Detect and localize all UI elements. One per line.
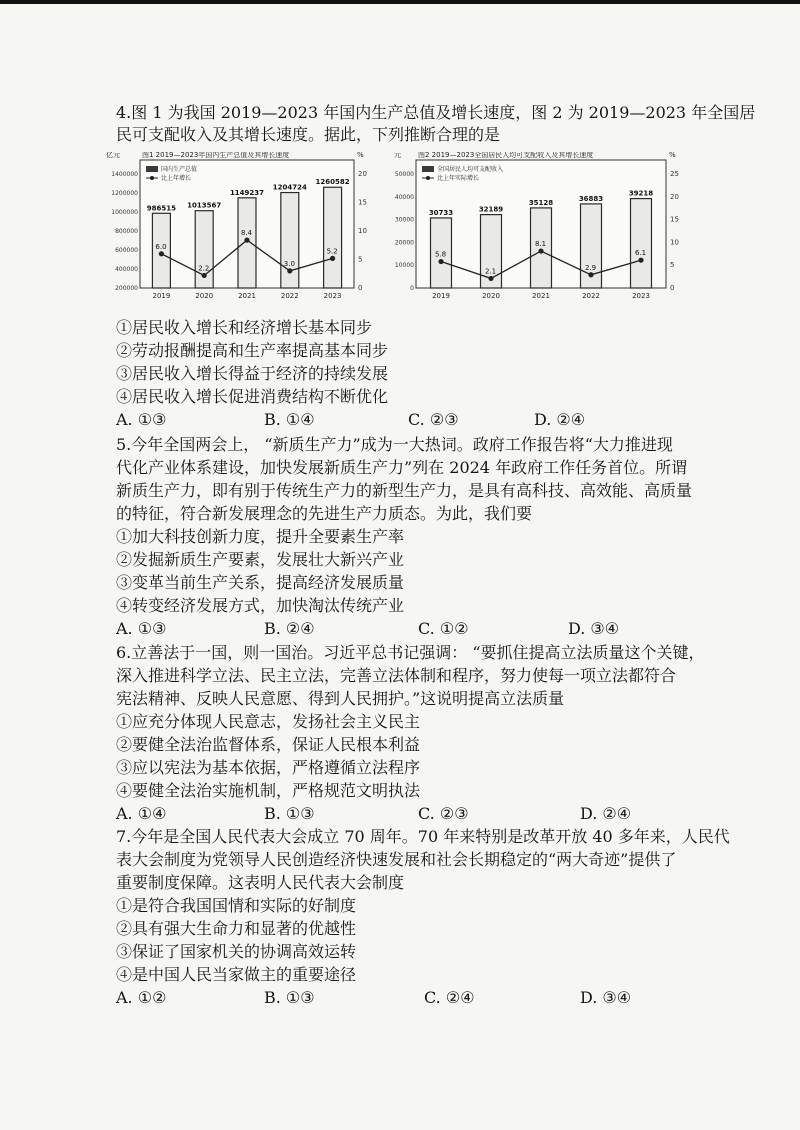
chart-1-right-tick-label: 15 [358, 198, 367, 207]
chart-1-right-tick-label: 5 [358, 255, 363, 264]
chart-1-right-unit: % [357, 152, 364, 159]
chart-1-growth-value-label: 2.2 [198, 264, 210, 273]
chart-2-x-tick-label: 2020 [482, 292, 500, 300]
q4-choice-b[interactable]: B. ①④ [264, 410, 315, 429]
chart-1-growth-value-label: 5.2 [326, 247, 338, 256]
chart-2-left-tick-label: 30000 [394, 216, 414, 224]
q5-choice-b[interactable]: B. ②④ [264, 619, 315, 638]
chart-1-left-tick-label: 800000 [115, 228, 138, 235]
q7-stem-line-3: 重要制度保障。这表明人民代表大会制度 [116, 873, 405, 892]
chart-2-growth-point [438, 259, 443, 264]
chart-2-right-tick-label: 15 [670, 215, 679, 224]
chart-1-left-tick-label: 1000000 [111, 209, 138, 216]
chart-2-right-unit: % [669, 152, 676, 159]
chart-1-bar-value-label: 1013567 [187, 201, 222, 210]
chart-1 [104, 152, 372, 302]
chart-2-left-tick-label: 40000 [394, 193, 414, 201]
chart-1-growth-value-label: 8.4 [241, 229, 253, 238]
q5-choice-a[interactable]: A. ①③ [116, 619, 167, 638]
chart-1-right-tick-label: 0 [358, 284, 363, 292]
chart-2-growth-value-label: 5.8 [435, 250, 447, 259]
q6-stem-line-2: 深入推进科学立法、民主立法，完善立法体制和程序，努力使每一项立法都符合 [116, 666, 677, 685]
q4-option-3: ③居民收入增长得益于经济的持续发展 [116, 364, 389, 383]
q6-choice-b[interactable]: B. ①③ [264, 804, 315, 823]
chart-2-bar-value-label: 39218 [628, 189, 654, 198]
chart-2-svg [392, 152, 684, 302]
chart-2-bar-value-label: 35128 [528, 198, 554, 207]
chart-1-left-tick-label: 600000 [115, 247, 138, 254]
chart-2-right-tick-label: 20 [670, 192, 679, 201]
q4-choices [116, 410, 716, 430]
chart-2-left-tick-label: 50000 [394, 171, 414, 178]
chart-2-legend-line-marker [426, 176, 430, 180]
q7-stem-line-2: 表大会制度为党领导人民创造经济快速发展和社会长期稳定的“两大奇迹”提供了 [116, 850, 677, 869]
chart-1-bar-value-label: 1204724 [272, 183, 307, 192]
q6-stem-line-1: 6.立善法于一国，则一国治。习近平总书记强调： “要抓住提高立法质量这个关键， [116, 643, 705, 662]
q5-choices [116, 619, 716, 639]
q5-stem-line-4: 的特征，符合新发展理念的先进生产力质态。为此，我们要 [116, 504, 533, 523]
chart-2-x-tick-label: 2022 [582, 292, 600, 300]
chart-2-x-tick-label: 2021 [532, 292, 550, 300]
q4-choice-c[interactable]: C. ②③ [408, 410, 459, 429]
q7-choice-d[interactable]: D. ③④ [580, 988, 632, 1007]
chart-1-x-tick-label: 2020 [195, 292, 214, 300]
chart-1-right-tick-label: 10 [358, 227, 367, 235]
q4-choice-d[interactable]: D. ②④ [534, 410, 586, 429]
chart-1-bar [324, 187, 342, 288]
chart-1-bar [281, 193, 299, 288]
q4-stem-line-1: 4.图 1 为我国 2019—2023 年国内生产总值及增长速度，图 2 为 2019—2023 年全国居 [116, 103, 756, 122]
chart-2-growth-value-label: 6.1 [635, 249, 647, 258]
q7-option-3: ③保证了国家机关的协调高效运转 [116, 942, 357, 961]
chart-1-x-tick-label: 2021 [238, 292, 256, 300]
q7-option-1: ①是符合我国国情和实际的好制度 [116, 896, 357, 915]
chart-2-legend-bar-swatch [422, 166, 434, 172]
chart-1-growth-point [159, 251, 164, 256]
q6-choice-c[interactable]: C. ②③ [418, 804, 469, 823]
chart-2-x-tick-label: 2019 [432, 292, 450, 300]
q6-option-3: ③应以宪法为基本依据，严格遵循立法程序 [116, 758, 421, 777]
chart-2 [392, 152, 684, 302]
chart-1-left-tick-label: 1400000 [111, 171, 138, 178]
chart-2-growth-point [638, 258, 643, 263]
chart-1-x-tick-label: 2019 [152, 292, 171, 300]
q5-option-1: ①加大科技创新力度，提升全要素生产率 [116, 527, 405, 546]
q5-stem-line-2: 代化产业体系建设，加快发展新质生产力”列在 2024 年政府工作任务首位。所谓 [116, 458, 688, 477]
chart-2-x-tick-label: 2023 [632, 292, 650, 300]
q6-choice-a[interactable]: A. ①④ [116, 804, 167, 823]
q5-choice-d[interactable]: D. ③④ [568, 619, 620, 638]
q5-option-2: ②发掘新质生产要素，发展壮大新兴产业 [116, 550, 405, 569]
chart-1-legend-bar-swatch [146, 166, 158, 172]
chart-1-legend-line-label: 比上年增长 [161, 175, 192, 182]
chart-2-legend-bar-label: 全国居民人均可支配收入 [437, 166, 504, 173]
chart-1-bar-value-label: 1149237 [229, 188, 265, 197]
chart-1-legend-bar-label: 国内生产总值 [161, 166, 198, 173]
chart-2-left-tick-label: 10000 [394, 262, 414, 270]
chart-1-growth-value-label: 3.0 [283, 259, 295, 268]
q5-stem-line-1: 5.今年全国两会上， “新质生产力”成为一大热词。政府工作报告将“大力推进现 [116, 435, 673, 454]
q6-stem-line-3: 宪法精神、反映人民意愿、得到人民拥护。”这说明提高立法质量 [116, 689, 565, 708]
chart-1-left-unit: 亿元 [106, 152, 120, 159]
q5-choice-c[interactable]: C. ①② [418, 619, 469, 638]
q6-choice-d[interactable]: D. ②④ [580, 804, 632, 823]
q4-option-1: ①居民收入增长和经济增长基本同步 [116, 318, 373, 337]
chart-1-left-tick-label: 400000 [115, 266, 138, 273]
chart-2-left-tick-label: 20000 [394, 239, 414, 247]
chart-1-svg [104, 152, 372, 302]
chart-2-left-unit: 元 [394, 152, 401, 159]
chart-2-right-tick-label: 10 [670, 238, 679, 247]
q7-choice-c[interactable]: C. ②④ [424, 988, 475, 1007]
chart-1-growth-point [244, 238, 249, 243]
chart-1-title: 图1 2019—2023年国内生产总值及其增长速度 [142, 152, 290, 159]
chart-1-growth-point [330, 256, 335, 261]
chart-2-right-tick-label: 25 [670, 170, 679, 178]
chart-1-bar-value-label: 986515 [146, 204, 177, 213]
chart-2-bar-value-label: 36883 [578, 194, 604, 203]
q4-option-4: ④居民收入增长促进消费结构不断优化 [116, 387, 389, 406]
chart-2-left-tick-label: 0 [410, 285, 414, 292]
q6-option-2: ②要健全法治监督体系，保证人民根本利益 [116, 735, 421, 754]
q4-stem-line-2: 民可支配收入及其增长速度。据此，下列推断合理的是 [116, 125, 501, 144]
chart-2-bar-value-label: 30733 [428, 208, 454, 217]
chart-2-growth-value-label: 2.1 [485, 267, 497, 276]
chart-2-bar-value-label: 32189 [478, 205, 504, 214]
chart-1-right-tick-label: 20 [358, 170, 367, 178]
chart-1-left-tick-label: 200000 [115, 285, 138, 292]
chart-1-x-tick-label: 2022 [280, 292, 299, 300]
chart-1-bar [238, 198, 256, 288]
chart-2-legend-line-label: 比上年实际增长 [437, 175, 480, 182]
chart-2-growth-point [538, 248, 543, 253]
chart-1-growth-point [287, 268, 292, 273]
chart-1-legend-line-marker [150, 176, 154, 180]
q7-choice-a[interactable]: A. ①② [116, 988, 167, 1007]
q4-option-2: ②劳动报酬提高和生产率提高基本同步 [116, 341, 389, 360]
chart-1-x-tick-label: 2023 [323, 292, 342, 300]
q6-option-1: ①应充分体现人民意志，发扬社会主义民主 [116, 712, 421, 731]
chart-2-growth-point [588, 272, 593, 277]
chart-2-growth-value-label: 2.9 [585, 263, 597, 272]
chart-2-right-tick-label: 0 [670, 284, 675, 292]
q7-option-4: ④是中国人民当家做主的重要途径 [116, 965, 357, 984]
chart-2-title: 图2 2019—2023全国居民人均可支配收入及其增长速度 [418, 152, 594, 159]
q6-option-4: ④要健全法治实施机制，严格规范文明执法 [116, 781, 421, 800]
q5-option-3: ③变革当前生产关系，提高经济发展质量 [116, 573, 405, 592]
q4-choice-a[interactable]: A. ①③ [116, 410, 167, 429]
q5-option-4: ④转变经济发展方式，加快淘汰传统产业 [116, 596, 405, 615]
chart-2-right-tick-label: 5 [670, 261, 675, 270]
chart-1-left-tick-label: 1200000 [111, 190, 138, 197]
q7-choice-b[interactable]: B. ①③ [264, 988, 315, 1007]
q7-choices [116, 988, 716, 1008]
chart-2-growth-value-label: 8.1 [535, 240, 547, 249]
q7-option-2: ②具有强大生命力和显著的优越性 [116, 919, 357, 938]
chart-1-growth-value-label: 6.0 [155, 242, 167, 251]
q5-stem-line-3: 新质生产力，即有别于传统生产力的新型生产力，是具有高科技、高效能、高质量 [116, 481, 693, 500]
chart-1-growth-point [202, 273, 207, 278]
q7-stem-line-1: 7.今年是全国人民代表大会成立 70 周年。70 年来特别是改革开放 40 多年来，人民代 [116, 827, 730, 846]
chart-2-bar [631, 199, 652, 288]
q6-choices [116, 804, 716, 824]
chart-2-growth-point [488, 276, 493, 281]
chart-1-bar-value-label: 1260582 [315, 178, 350, 187]
